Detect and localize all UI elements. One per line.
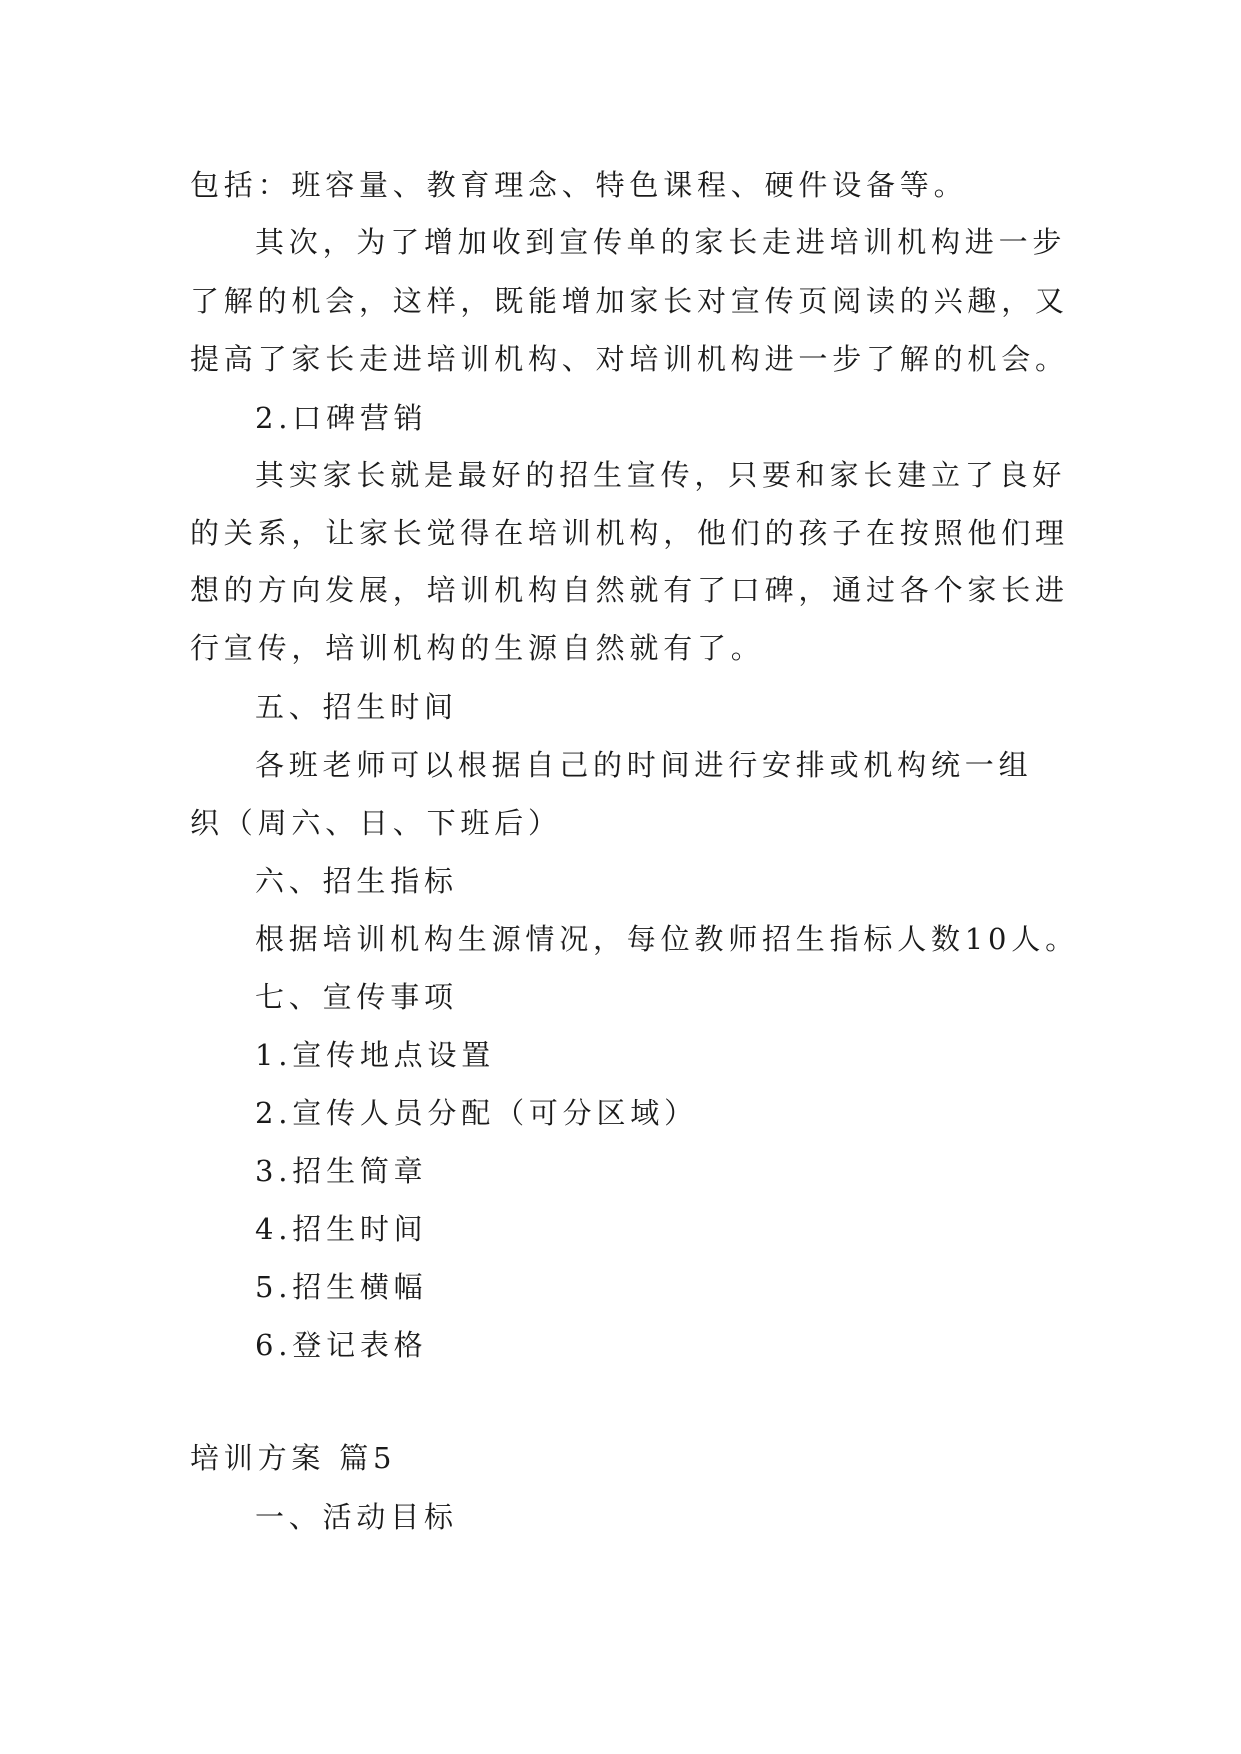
text-line: 其次，为了增加收到宣传单的家长走进培训机构进一步 [255, 225, 1067, 259]
list-item: 1.宣传地点设置 [255, 1038, 496, 1072]
text-line: 的关系，让家长觉得在培训机构，他们的孩子在按照他们理 [190, 516, 1069, 550]
list-item: 2.宣传人员分配（可分区域） [255, 1096, 698, 1130]
text-line: 想的方向发展，培训机构自然就有了口碑，通过各个家长进 [190, 573, 1069, 607]
list-item: 4.招生时间 [255, 1212, 428, 1246]
text-line: 包括：班容量、教育理念、特色课程、硬件设备等。 [190, 168, 968, 202]
section-heading: 六、招生指标 [255, 864, 458, 898]
list-item: 5.招生横幅 [255, 1270, 428, 1304]
section-heading: 2.口碑营销 [255, 401, 428, 435]
text-line: 行宣传，培训机构的生源自然就有了。 [190, 631, 765, 665]
text-line: 各班老师可以根据自己的时间进行安排或机构统一组 [255, 748, 1033, 782]
section-heading: 一、活动目标 [255, 1500, 458, 1534]
text-line: 其实家长就是最好的招生宣传，只要和家长建立了良好 [255, 458, 1067, 492]
text-line: 提高了家长走进培训机构、对培训机构进一步了解的机会。 [190, 342, 1069, 376]
text-line: 了解的机会，这样，既能增加家长对宣传页阅读的兴趣，又 [190, 284, 1069, 318]
document-title: 培训方案 篇5 [190, 1441, 397, 1475]
text-line: 根据培训机构生源情况，每位教师招生指标人数10人。 [255, 922, 1079, 956]
section-heading: 七、宣传事项 [255, 980, 458, 1014]
section-heading: 五、招生时间 [255, 690, 458, 724]
list-item: 3.招生简章 [255, 1154, 428, 1188]
list-item: 6.登记表格 [255, 1328, 428, 1362]
text-line: 织（周六、日、下班后） [190, 806, 562, 840]
